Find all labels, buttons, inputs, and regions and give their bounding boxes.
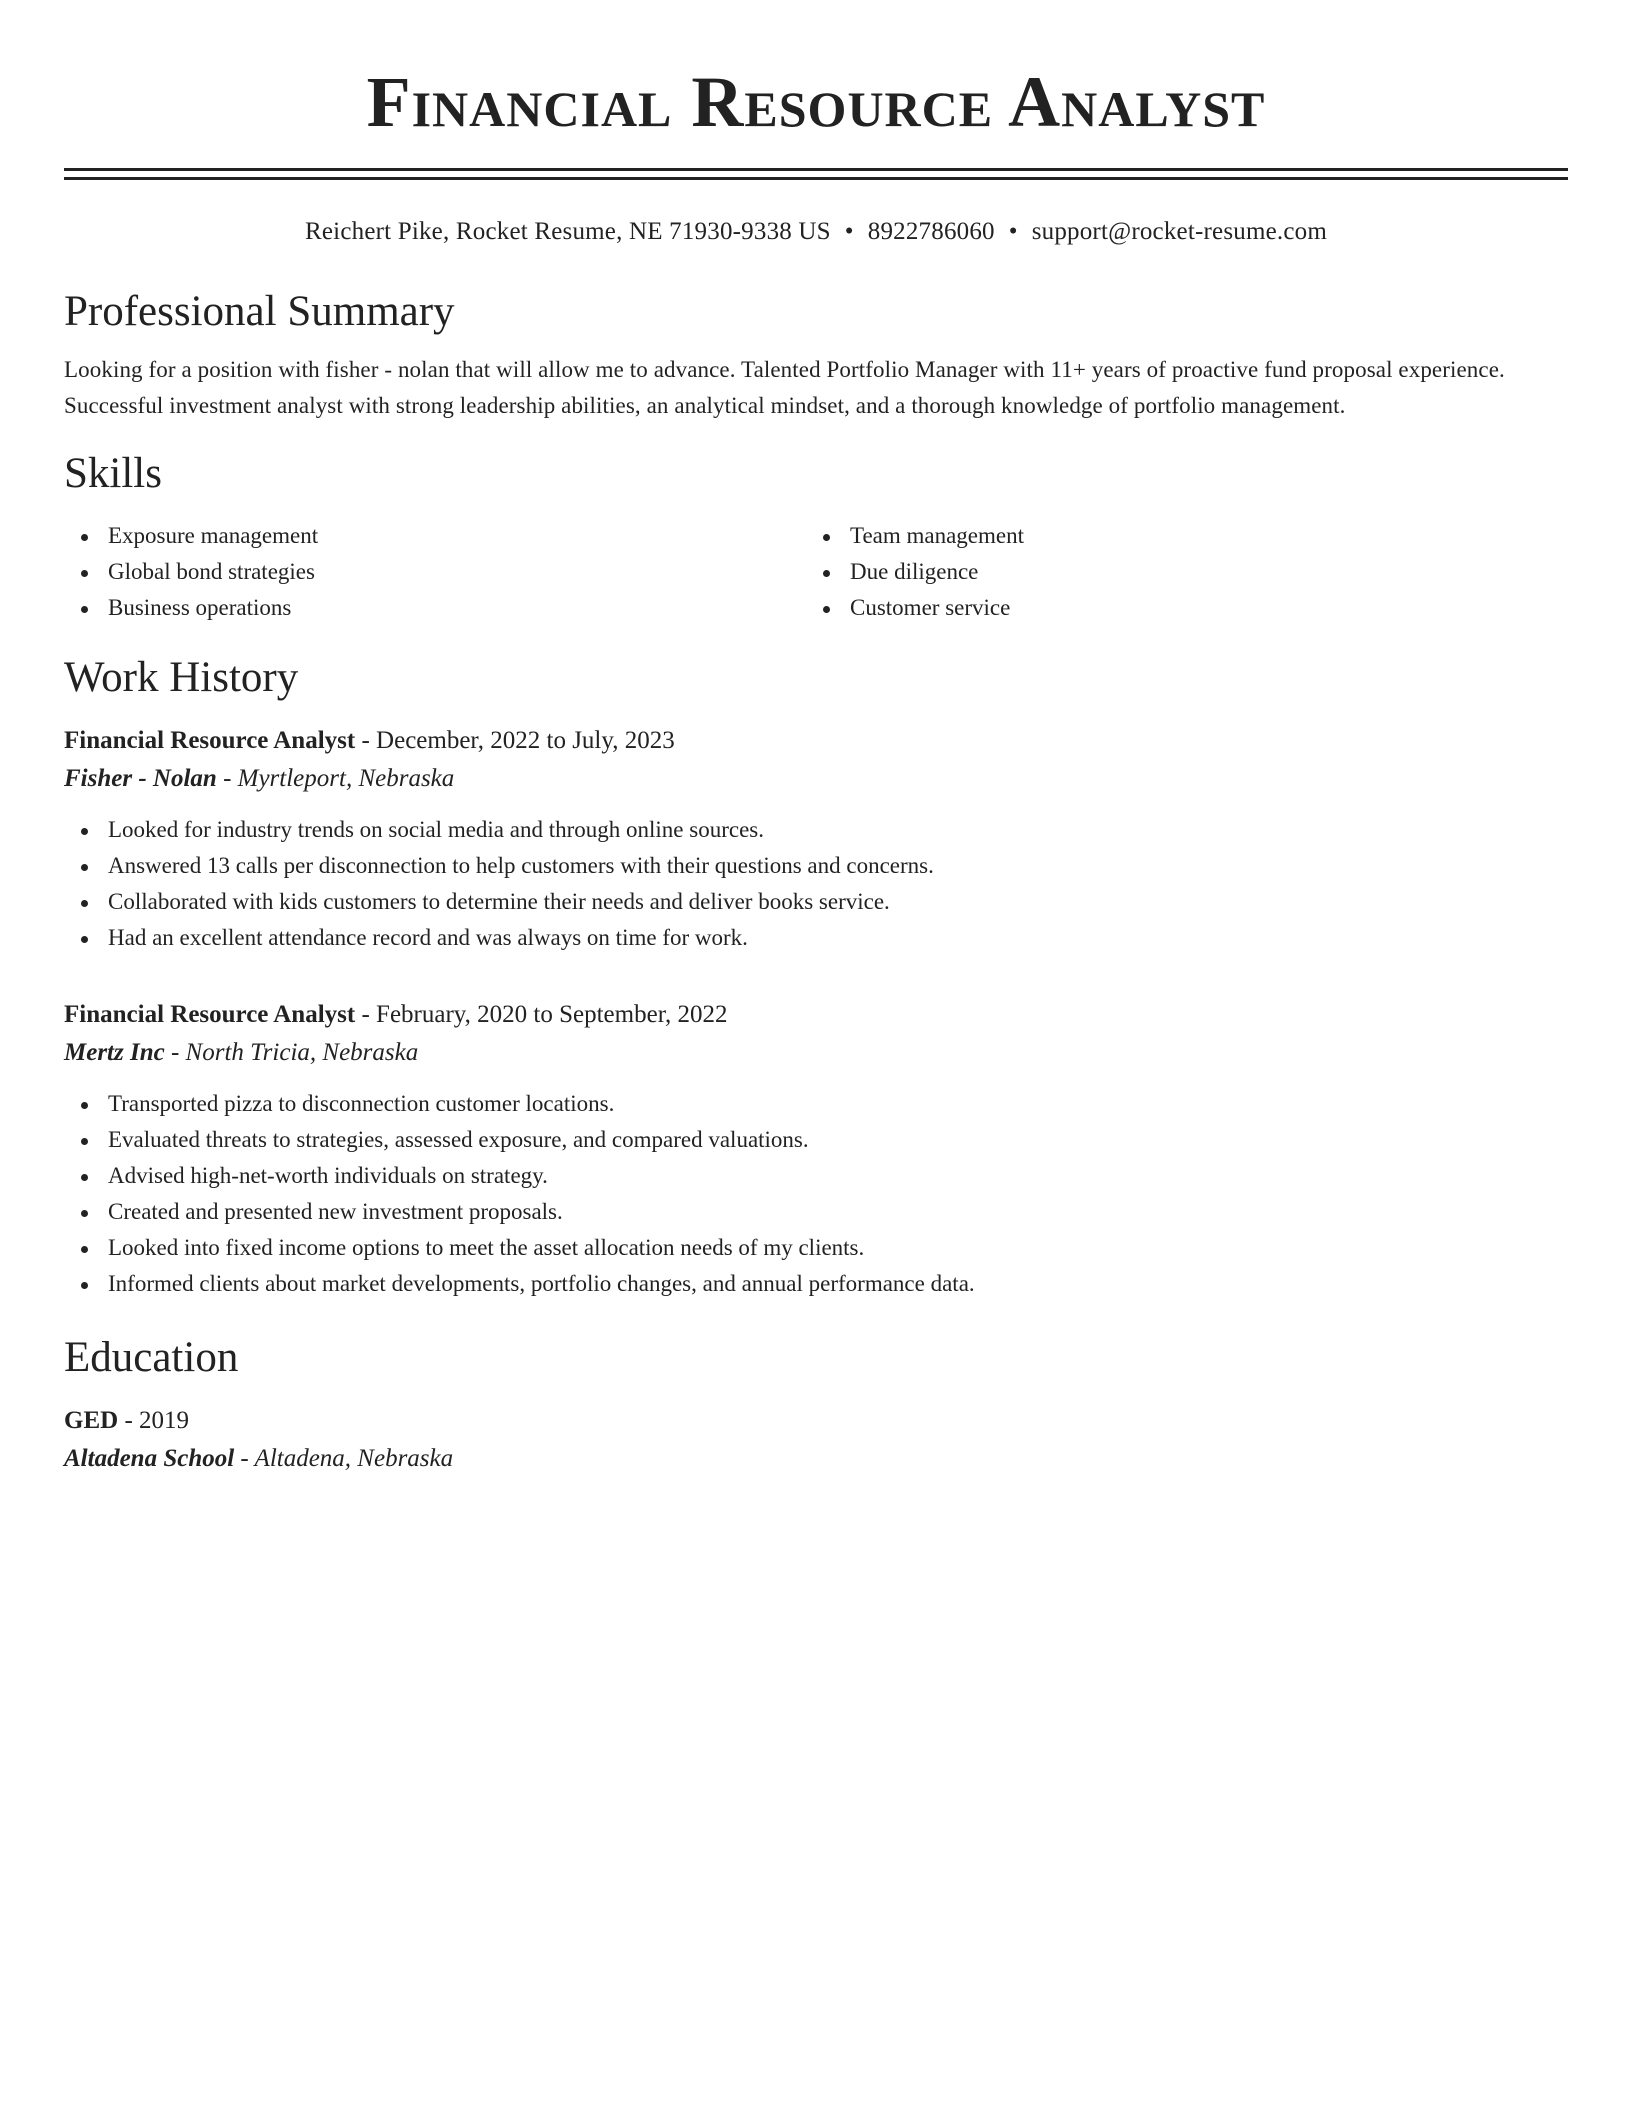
job-bullet: Evaluated threats to strategies, assessed exposure, and compared valuations. (64, 1122, 1568, 1158)
summary-text: Looking for a position with fisher - nolan that will allow me to advance. Talented Portfolio Manager with 11+ years of proactive fund proposal experience. Successful investment analyst with strong leadership abilities, an analytical mindset, and a thorough knowledge of portfolio management. (64, 357, 1505, 418)
job-location: Myrtleport, Nebraska (237, 765, 455, 792)
title-divider-top (64, 168, 1568, 171)
skills-column-right (806, 518, 1548, 626)
skills-heading: Skills (64, 450, 162, 497)
job-dates: February, 2020 to September, 2022 (376, 1001, 728, 1028)
skills-column-left (64, 518, 806, 626)
contact-phone: 8922786060 (867, 218, 995, 245)
job-entry (64, 722, 1568, 956)
skill-item: Team management (806, 518, 1548, 554)
education-degree: GED (64, 1407, 119, 1434)
job-bullet: Informed clients about market developments, portfolio changes, and annual performance data. (64, 1266, 1568, 1302)
skill-item: Exposure management (64, 518, 806, 554)
job-dates: December, 2022 to July, 2023 (376, 727, 675, 754)
skills-list (64, 518, 1568, 626)
job-bullet: Created and presented new investment proposals. (64, 1194, 1568, 1230)
skill-item: Customer service (806, 590, 1548, 626)
contact-separator: • (1008, 218, 1018, 245)
education-heading: Education (64, 1334, 239, 1381)
education-degree-line: GED - 2019 (64, 1407, 190, 1434)
contact-address: Reichert Pike, Rocket Resume, NE 71930-9338 US (305, 218, 831, 245)
job-bullet: Advised high-net-worth individuals on strategy. (64, 1158, 1568, 1194)
job-title-line: Financial Resource Analyst - December, 2022 to July, 2023 (64, 727, 675, 754)
contact-separator: • (844, 218, 854, 245)
job-bullet: Transported pizza to disconnection customer locations. (64, 1086, 1568, 1122)
work-history-heading: Work History (64, 654, 299, 701)
summary-heading: Professional Summary (64, 288, 455, 335)
skill-item: Due diligence (806, 554, 1548, 590)
resume-page (64, 0, 1568, 1478)
job-entry (64, 996, 1568, 1302)
contact-email: support@rocket-resume.com (1031, 218, 1327, 245)
skill-item: Business operations (64, 590, 806, 626)
job-company-line: Mertz Inc - North Tricia, Nebraska (64, 1039, 419, 1066)
job-bullets (64, 812, 1568, 956)
job-role: Financial Resource Analyst (64, 1001, 356, 1028)
education-location: Altadena, Nebraska (254, 1445, 454, 1472)
job-bullet: Collaborated with kids customers to determine their needs and deliver books service. (64, 884, 1568, 920)
job-bullet: Answered 13 calls per disconnection to help customers with their questions and concerns. (64, 848, 1568, 884)
education-school: Altadena School (64, 1445, 235, 1472)
job-company: Mertz Inc (64, 1039, 165, 1066)
job-bullet: Had an excellent attendance record and was always on time for work. (64, 920, 1568, 956)
job-bullets (64, 1086, 1568, 1302)
education-entry (64, 1402, 1568, 1478)
job-company-line: Fisher - Nolan - Myrtleport, Nebraska (64, 765, 455, 792)
education-school-line: Altadena School - Altadena, Nebraska (64, 1445, 454, 1472)
title-divider-bottom (64, 177, 1568, 180)
job-location: North Tricia, Nebraska (185, 1039, 419, 1066)
education-year: 2019 (139, 1407, 190, 1434)
job-title-line: Financial Resource Analyst - February, 2020 to September, 2022 (64, 1001, 728, 1028)
job-company: Fisher - Nolan (64, 765, 217, 792)
job-bullet: Looked for industry trends on social media and through online sources. (64, 812, 1568, 848)
resume-title: Financial Resource Analyst (366, 62, 1266, 142)
skill-item: Global bond strategies (64, 554, 806, 590)
contact-line (64, 216, 1568, 248)
job-bullet: Looked into fixed income options to meet the asset allocation needs of my clients. (64, 1230, 1568, 1266)
job-role: Financial Resource Analyst (64, 727, 356, 754)
